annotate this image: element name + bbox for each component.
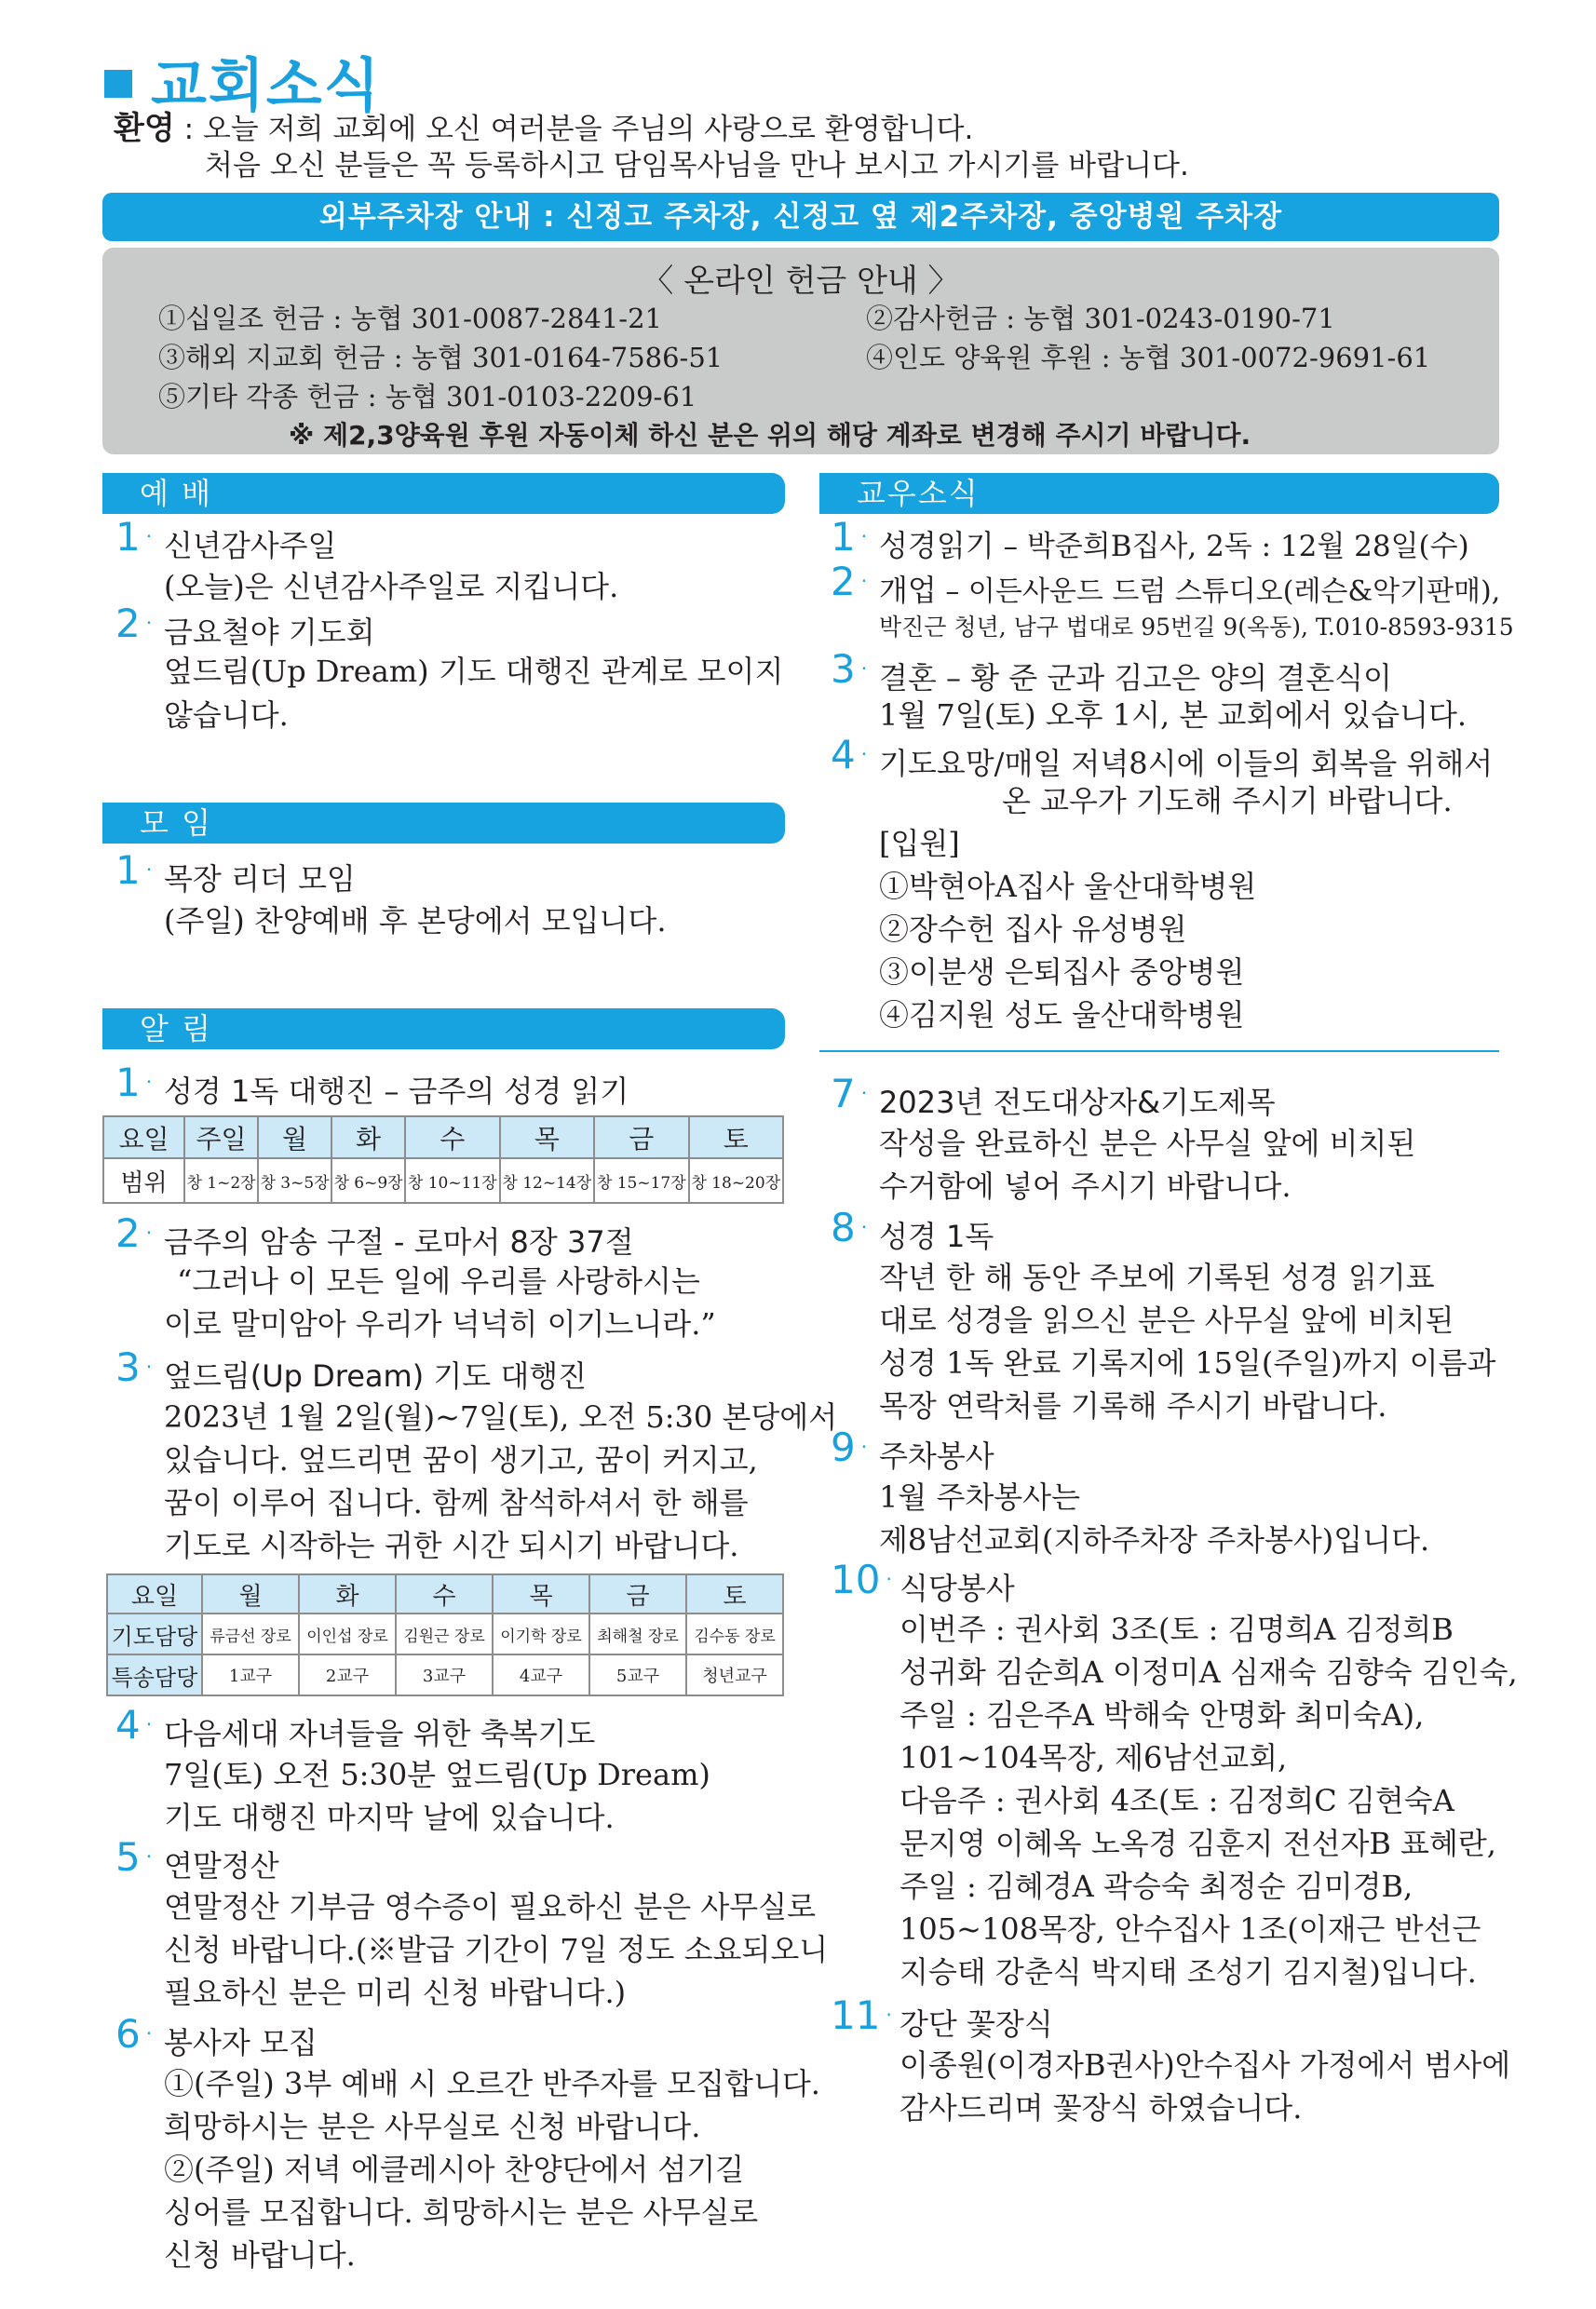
table-cell: 김수동 장로	[686, 1614, 783, 1654]
item-text: 작성을 완료하신 분은 사무실 앞에 비치된	[879, 1126, 1416, 1161]
item-text: 1월 주차봉사는	[879, 1479, 1081, 1515]
item-text: 희망하시는 분은 사무실로 신청 바랍니다.	[164, 2109, 701, 2144]
item-title: 결혼 – 황 준 군과 김고은 양의 결혼식이	[879, 660, 1392, 695]
item-text: 있습니다. 엎드리면 꿈이 생기고, 꿈이 커지고,	[164, 1442, 758, 1478]
offering-box	[102, 248, 1499, 454]
offering-note: ※ 제2,3양육원 후원 자동이체 하신 분은 위의 해당 계좌로 변경해 주시기 바랍니다.	[289, 420, 1251, 451]
offering-item: ⑤기타 각종 헌금 : 농협 301-0103-2209-61	[158, 381, 697, 412]
table-cell: 화	[331, 1116, 405, 1158]
welcome-label: 환영	[114, 110, 175, 147]
item-title: 기도요망/매일 저녁8시에 이들의 회복을 위해서	[879, 746, 1494, 781]
offering-title: 〈 온라인 헌금 안내 〉	[642, 263, 960, 300]
table-cell: 1교구	[202, 1654, 299, 1695]
square-icon	[104, 70, 132, 98]
item-number: 1 ·	[115, 1060, 153, 1105]
item-title: 성경 1독	[879, 1219, 994, 1254]
table-cell: 금	[594, 1116, 688, 1158]
item-text: 성귀화 김순희A 이정미A 심재숙 김향숙 김인숙,	[899, 1654, 1518, 1690]
table-cell: 창 18~20장	[689, 1158, 784, 1203]
table-cell: 특송담당	[107, 1654, 202, 1695]
table-cell: 5교구	[589, 1654, 686, 1695]
item-text: 수거함에 넣어 주시기 바랍니다.	[879, 1168, 1292, 1204]
item-text: 이로 말미암아 우리가 넉넉히 이기느니라.”	[164, 1306, 716, 1342]
table-cell: 금	[589, 1574, 686, 1614]
item-text: 않습니다.	[164, 697, 289, 733]
item-text: 7일(토) 오전 5:30분 엎드림(Up Dream)	[164, 1757, 710, 1792]
table-cell: 목	[500, 1116, 594, 1158]
table-cell: 월	[258, 1116, 331, 1158]
item-title: 식당봉사	[899, 1571, 1015, 1606]
item-text: 작년 한 해 동안 주보에 기록된 성경 읽기표	[879, 1260, 1435, 1295]
hospital-item: ②장수헌 집사 유성병원	[879, 911, 1187, 947]
item-text: 다음주 : 권사회 4조(토 : 김정희C 김현숙A	[899, 1783, 1454, 1818]
section-bar-meeting: 모 임	[102, 803, 785, 844]
item-text: 박진근 청년, 남구 법대로 95번길 9(옥동), T.010-8593-9315	[879, 614, 1514, 641]
section-bar-notice: 알 림	[102, 1008, 785, 1049]
table-cell: 창 6~9장	[331, 1158, 405, 1203]
item-text: ①(주일) 3부 예배 시 오르간 반주자를 모집합니다.	[164, 2066, 820, 2101]
item-text: 싱어를 모집합니다. 희망하시는 분은 사무실로	[164, 2194, 759, 2230]
offering-item: ①십일조 헌금 : 농협 301-0087-2841-21	[158, 303, 662, 334]
item-title: 금요철야 기도회	[164, 614, 375, 650]
item-text: 연말정산 기부금 영수증이 필요하신 분은 사무실로	[164, 1889, 817, 1924]
item-title: 목장 리더 모임	[164, 861, 356, 897]
item-text: 필요하신 분은 미리 신청 바랍니다.)	[164, 1975, 627, 2010]
table-cell: 화	[299, 1574, 396, 1614]
hospital-item: ③이분생 은퇴집사 중앙병원	[879, 954, 1245, 990]
item-text: 온 교우가 기도해 주시기 바랍니다.	[1002, 783, 1453, 818]
item-text: 기도로 시작하는 귀한 시간 되시기 바랍니다.	[164, 1528, 739, 1563]
item-number: 10 ·	[831, 1557, 892, 1602]
welcome-line-2: 처음 오신 분들은 꼭 등록하시고 담임목사님을 만나 보시고 가시기를 바랍니다.	[205, 149, 1189, 182]
item-text: 신청 바랍니다.	[164, 2237, 356, 2273]
table-cell: 창 1~2장	[184, 1158, 258, 1203]
table-cell: 범위	[103, 1158, 184, 1203]
offering-item: ③해외 지교회 헌금 : 농협 301-0164-7586-51	[158, 342, 724, 373]
page-title: 교회소식	[151, 51, 382, 119]
item-text: 이종원(이경자B권사)안수집사 가정에서 범사에	[899, 2047, 1511, 2083]
item-text: 기도 대행진 마지막 날에 있습니다.	[164, 1800, 615, 1835]
item-text: 101~104목장, 제6남선교회,	[899, 1740, 1288, 1776]
divider	[819, 1050, 1499, 1052]
item-number: 2 ·	[831, 559, 868, 604]
item-text: 대로 성경을 읽으신 분은 사무실 앞에 비치된	[879, 1303, 1454, 1338]
table-cell: 이기학 장로	[493, 1614, 589, 1654]
item-text: “그러나 이 모든 일에 우리를 사랑하시는	[177, 1263, 700, 1299]
item-number: 2 ·	[115, 1210, 153, 1256]
item-title: 개업 – 이든사운드 드럼 스튜디오(레슨&악기판매),	[879, 573, 1501, 608]
item-number: 3 ·	[115, 1344, 153, 1390]
table-cell: 청년교구	[686, 1654, 783, 1695]
item-text: 주일 : 김은주A 박해숙 안명화 최미숙A),	[899, 1697, 1425, 1733]
item-title: 강단 꽃장식	[899, 2006, 1053, 2042]
item-number: 11 ·	[831, 1992, 892, 2038]
table-cell: 창 12~14장	[500, 1158, 594, 1203]
hospital-item: ①박현아A집사 울산대학병원	[879, 869, 1257, 904]
item-text: 성경 1독 완료 기록지에 15일(주일)까지 이름과	[879, 1345, 1496, 1381]
table-cell: 목	[493, 1574, 589, 1614]
hospital-label: [입원]	[879, 826, 960, 861]
table-cell: 김원근 장로	[396, 1614, 493, 1654]
table-cell: 요일	[103, 1116, 184, 1158]
table-cell: 토	[686, 1574, 783, 1614]
item-number: 1 ·	[831, 514, 868, 560]
table-cell: 기도담당	[107, 1614, 202, 1654]
table-cell: 주일	[184, 1116, 258, 1158]
table-cell: 창 15~17장	[594, 1158, 688, 1203]
item-number: 4 ·	[831, 732, 868, 777]
item-title: 금주의 암송 구절 - 로마서 8장 37절	[164, 1224, 634, 1260]
item-text: 주일 : 김혜경A 곽승숙 최정순 김미경B,	[899, 1869, 1413, 1904]
item-title: 엎드림(Up Dream) 기도 대행진	[164, 1358, 588, 1394]
table-cell: 4교구	[493, 1654, 589, 1695]
table-cell: 창 10~11장	[405, 1158, 499, 1203]
table-cell: 수	[396, 1574, 493, 1614]
item-text: 엎드림(Up Dream) 기도 대행진 관계로 모이지	[164, 654, 784, 689]
offering-item: ②감사헌금 : 농협 301-0243-0190-71	[866, 303, 1335, 334]
table-cell: 이인섭 장로	[299, 1614, 396, 1654]
section-bar-members: 교우소식	[819, 473, 1499, 514]
item-text: 감사드리며 꽃장식 하였습니다.	[899, 2090, 1303, 2126]
item-number: 7 ·	[831, 1071, 868, 1116]
item-number: 3 ·	[831, 646, 868, 692]
offering-item: ④인도 양육원 후원 : 농협 301-0072-9691-61	[866, 342, 1431, 373]
item-text: 지승태 강춘식 박지태 조성기 김지철)입니다.	[899, 1954, 1477, 1990]
item-number: 6 ·	[115, 2011, 153, 2057]
item-text: 문지영 이혜옥 노옥경 김훈지 전선자B 표혜란,	[899, 1826, 1496, 1861]
item-title: 2023년 전도대상자&기도제목	[879, 1085, 1276, 1120]
item-title: 주차봉사	[879, 1438, 994, 1474]
reading-table	[102, 1115, 784, 1204]
item-text: 목장 연락처를 기록해 주시기 바랍니다.	[879, 1388, 1387, 1424]
hospital-item: ④김지원 성도 울산대학병원	[879, 997, 1245, 1033]
item-text: 꿈이 이루어 집니다. 함께 참석하셔서 한 해를	[164, 1485, 749, 1520]
parking-banner: 외부주차장 안내 : 신정고 주차장, 신정고 옆 제2주차장, 중앙병원 주차장	[102, 193, 1499, 241]
table-cell: 3교구	[396, 1654, 493, 1695]
table-cell: 류금선 장로	[202, 1614, 299, 1654]
table-cell: 요일	[107, 1574, 202, 1614]
table-cell: 수	[405, 1116, 499, 1158]
item-text: 2023년 1월 2일(월)~7일(토), 오전 5:30 본당에서	[164, 1399, 838, 1435]
table-cell: 창 3~5장	[258, 1158, 331, 1203]
item-text: ②(주일) 저녁 에클레시아 찬양단에서 섬기길	[164, 2152, 745, 2187]
item-text: 1월 7일(토) 오후 1시, 본 교회에서 있습니다.	[879, 697, 1468, 733]
table-cell: 최해철 장로	[589, 1614, 686, 1654]
item-text: (오늘)은 신년감사주일로 지킵니다.	[164, 569, 619, 604]
item-text: 제8남선교회(지하주차장 주차봉사)입니다.	[879, 1522, 1430, 1558]
table-cell: 월	[202, 1574, 299, 1614]
table-cell: 2교구	[299, 1654, 396, 1695]
item-number: 9 ·	[831, 1425, 868, 1470]
item-title: 연말정산	[164, 1848, 279, 1884]
item-title: 성경읽기 – 박준희B집사, 2독 : 12월 28일(수)	[879, 528, 1469, 563]
item-title: 봉사자 모집	[164, 2025, 318, 2060]
item-text: 신청 바랍니다.(※발급 기간이 7일 정도 소요되오니	[164, 1932, 829, 1967]
item-title: 성경 1독 대행진 – 금주의 성경 읽기	[164, 1073, 629, 1109]
table-cell: 토	[689, 1116, 784, 1158]
item-number: 4 ·	[115, 1702, 153, 1748]
item-text: (주일) 찬양예배 후 본당에서 모입니다.	[164, 903, 667, 938]
item-text: 이번주 : 권사회 3조(토 : 김명희A 김정희B	[899, 1612, 1454, 1647]
item-number: 1 ·	[115, 514, 153, 560]
item-number: 1 ·	[115, 847, 153, 893]
item-title: 신년감사주일	[164, 528, 337, 563]
item-text: 105~108목장, 안수집사 1조(이재근 반선근	[899, 1911, 1481, 1947]
item-number: 2 ·	[115, 601, 153, 646]
item-title: 다음세대 자녀들을 위한 축복기도	[164, 1716, 596, 1751]
section-bar-worship: 예 배	[102, 473, 785, 514]
item-number: 8 ·	[831, 1205, 868, 1250]
prayer-table	[106, 1573, 784, 1696]
welcome-line-1: 환영 : 오늘 저희 교회에 오신 여러분을 주님의 사랑으로 환영합니다.	[114, 110, 974, 147]
item-number: 5 ·	[115, 1834, 153, 1880]
